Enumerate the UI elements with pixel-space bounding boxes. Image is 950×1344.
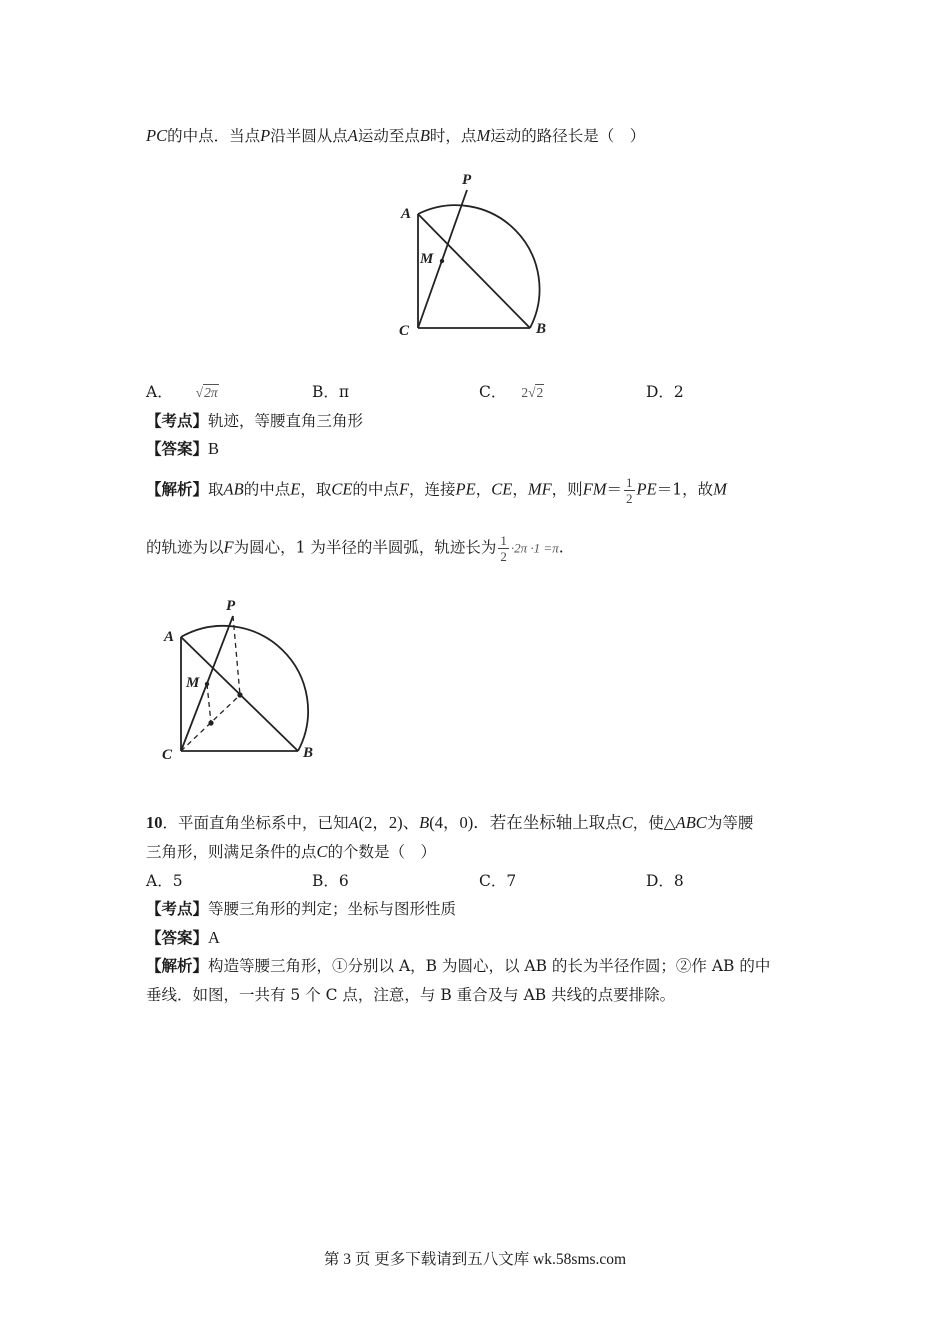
- answer-label: 【答案】: [146, 928, 209, 947]
- label-c: C: [399, 323, 410, 339]
- var: ABC: [675, 813, 707, 832]
- text: 运动的路径长是（ ）: [490, 127, 646, 145]
- text: 的中点．当点: [167, 127, 261, 145]
- question-number: 10: [146, 813, 163, 832]
- text: 沿半圆从点: [270, 127, 348, 145]
- sqrt-expression: √2π: [195, 385, 218, 400]
- text: ，连接: [409, 480, 456, 499]
- page-footer: 第 3 页 更多下载请到五八文库 wk.58sms.com: [323, 1251, 627, 1268]
- point-f: [208, 720, 213, 725]
- sqrt-expression: 2√2: [521, 385, 544, 400]
- figure-semicircle-2: [150, 592, 335, 772]
- jiexi-label: 【解析】: [146, 956, 209, 975]
- label-b: B: [536, 321, 547, 337]
- var-pc: PC: [146, 126, 168, 145]
- var: B: [419, 813, 430, 832]
- point-m: [205, 682, 209, 686]
- label-p: P: [462, 172, 472, 188]
- q10-option-b: B．6: [312, 872, 349, 890]
- var: E: [290, 479, 301, 499]
- text: 的中点: [352, 480, 399, 499]
- text: 的轨迹为以: [146, 538, 224, 557]
- radicand: 2π: [204, 385, 218, 400]
- option-b: B．π: [312, 383, 350, 401]
- var: FM: [582, 479, 607, 499]
- var-a: A: [347, 126, 358, 145]
- text: (4，0)．若在坐标轴上取点: [429, 813, 622, 832]
- q10-kaodian: [146, 899, 456, 919]
- var: AB: [223, 479, 244, 499]
- q10-jiexi-line-1: [146, 956, 770, 976]
- text: 为圆心，1 为半径的半圆弧，轨迹长为: [233, 538, 497, 557]
- kaodian-label: 【考点】: [146, 411, 209, 430]
- kaodian-text: 等腰三角形的判定；坐标与图形性质: [208, 900, 457, 918]
- option-label: A．: [146, 383, 173, 401]
- numerator: 1: [500, 533, 507, 548]
- answer-text: B: [208, 439, 220, 458]
- var: A: [348, 813, 359, 832]
- q10-jiexi-line-2: 垂线．如图，一共有 5 个 C 点，注意，与 B 重合及与 AB 共线的点要排除。: [146, 986, 676, 1004]
- option-a: [146, 382, 219, 403]
- text: 的中点: [243, 480, 291, 499]
- text: 的个数是（ ）: [327, 843, 437, 861]
- numerator: 1: [626, 475, 633, 490]
- var: CE: [491, 479, 513, 499]
- kaodian-text: 轨迹，等腰直角三角形: [208, 412, 364, 430]
- option-d: D．2: [646, 383, 684, 401]
- label-c: C: [162, 747, 173, 763]
- answer-text: A: [208, 928, 220, 947]
- point-m: [440, 259, 444, 263]
- kaodian-label: 【考点】: [146, 899, 209, 918]
- text: ＝: [606, 480, 623, 499]
- text: 运动至点: [357, 127, 420, 145]
- var: F: [223, 537, 234, 557]
- var-m: M: [476, 126, 491, 145]
- text: ，: [512, 480, 528, 499]
- var: C: [621, 813, 633, 832]
- var-p: P: [260, 126, 271, 145]
- var: CE: [331, 479, 353, 499]
- fraction-half: [498, 533, 509, 564]
- radicand: 2: [536, 385, 544, 400]
- q9-answer: [146, 439, 219, 459]
- text: ＝1，故: [656, 480, 714, 499]
- text: (2，2)、: [358, 813, 420, 832]
- label-b: B: [303, 745, 314, 761]
- coef: 2: [521, 385, 529, 400]
- denominator: 2: [500, 549, 507, 564]
- q10-line-2: [146, 842, 436, 862]
- q9-kaodian: [146, 411, 363, 431]
- label-p: P: [226, 598, 236, 614]
- denominator: 2: [626, 491, 633, 506]
- var: F: [398, 479, 410, 499]
- var: PE: [455, 479, 476, 499]
- option-c: [479, 382, 544, 403]
- point-e: [237, 692, 242, 697]
- label-m: M: [420, 251, 434, 267]
- answer-label: 【答案】: [146, 439, 209, 458]
- label-a: A: [164, 629, 175, 645]
- label-a: A: [401, 206, 412, 222]
- text: 时，点: [429, 127, 477, 145]
- var: M: [713, 479, 727, 499]
- text: 取: [208, 480, 224, 499]
- text: ，使△: [632, 814, 676, 832]
- q10-answer: [146, 928, 220, 948]
- q9-jiexi-line-1: [146, 475, 727, 506]
- q10-option-c: C．7: [479, 872, 517, 890]
- math-expression: ·2π ·1 =π: [510, 540, 559, 556]
- fraction-half: [624, 475, 635, 506]
- label-m: M: [186, 675, 200, 691]
- var: C: [316, 842, 328, 861]
- var-b: B: [419, 126, 430, 145]
- text: ．平面直角坐标系中，已知: [162, 814, 349, 832]
- text: ，: [475, 480, 492, 499]
- var: PE: [636, 479, 657, 499]
- text: 三角形，则满足条件的点: [146, 843, 317, 861]
- var: MF: [527, 479, 552, 499]
- figure-semicircle-1: [390, 168, 565, 343]
- q10-line-1: [146, 813, 753, 833]
- q10-option-d: D．8: [646, 872, 684, 890]
- q9-continuation-line: [146, 126, 645, 146]
- text: ，取: [300, 480, 332, 499]
- text: 为等腰: [706, 814, 754, 832]
- q10-option-a: A．5: [146, 872, 183, 890]
- text: .: [558, 538, 564, 557]
- q9-jiexi-line-2: [146, 533, 564, 564]
- option-label: C．: [479, 383, 507, 401]
- text: ，则: [551, 480, 583, 499]
- jiexi-text: 构造等腰三角形，①分别以 A，B 为圆心，以 AB 的长为半径作圆；②作 AB 的中: [208, 957, 771, 975]
- jiexi-label: 【解析】: [146, 479, 209, 499]
